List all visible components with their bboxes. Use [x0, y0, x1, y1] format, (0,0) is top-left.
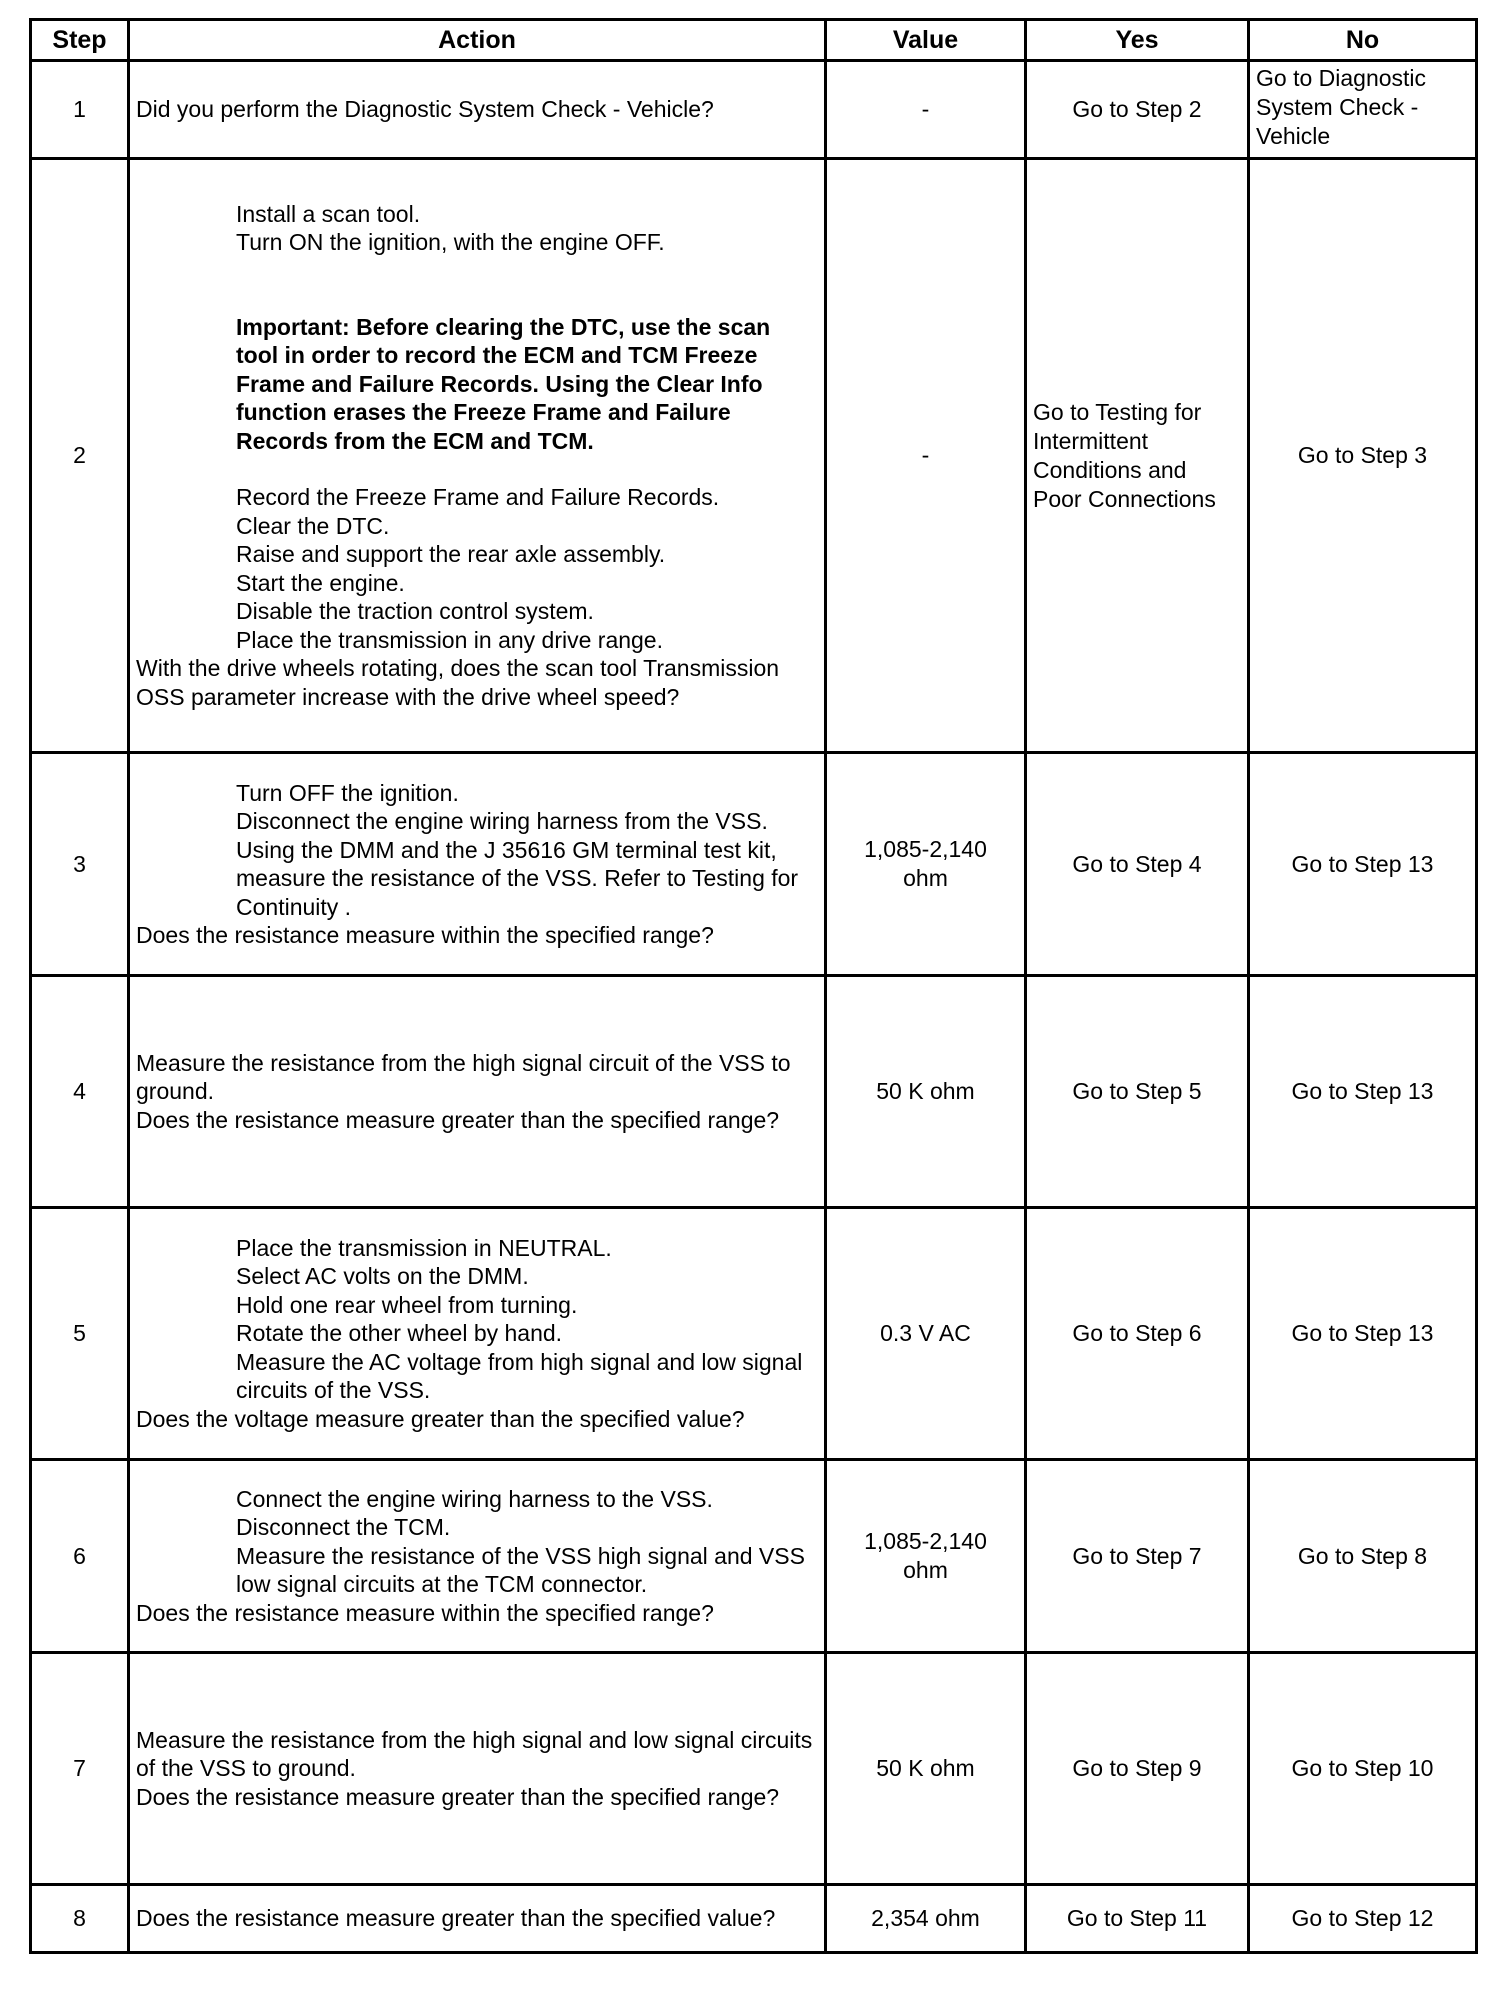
value-cell [826, 753, 1026, 976]
no-link[interactable]: Go to Diagnostic System Check - Vehicle [1256, 65, 1427, 149]
instruction-item: Record the Freeze Frame and Failure Records. [236, 484, 720, 511]
action-cell [129, 159, 826, 753]
instruction-item: Connect the engine wiring harness to the VSS. [236, 1485, 713, 1512]
instruction-item: Place the transmission in NEUTRAL. [236, 1234, 612, 1261]
header-row [31, 20, 1477, 61]
table-row [31, 753, 1477, 976]
value-cell: - [826, 61, 1026, 159]
instruction-list [136, 1485, 818, 1599]
no-cell [1249, 159, 1477, 753]
action-intro: Measure the resistance from the high signal circuit of the VSS to ground. [136, 1049, 791, 1105]
no-link[interactable]: Go to Step 8 [1297, 1542, 1428, 1569]
no-cell [1249, 61, 1477, 159]
instruction-item: Select AC volts on the DMM. [236, 1263, 529, 1290]
action-cell [129, 61, 826, 159]
important-note: Important: Before clearing the DTC, use the scan tool in order to record the ECM and TCM Freeze Frame and Failure Records. Using the Clear Info function erases the Freeze Frame and Failure Records from the ECM and TCM. [236, 313, 771, 454]
yes-cell [1026, 753, 1249, 976]
table-row [31, 1460, 1477, 1653]
no-link[interactable]: Go to Step 13 [1291, 850, 1434, 877]
yes-link[interactable]: Go to Step 2 [1072, 96, 1202, 122]
yes-cell [1026, 1208, 1249, 1460]
yes-cell [1026, 1460, 1249, 1653]
step-number: 1 [31, 61, 129, 159]
value-cell [826, 1460, 1026, 1653]
step-number: 3 [31, 753, 129, 976]
action-cell [129, 976, 826, 1208]
step-number: 4 [31, 976, 129, 1208]
action-question: Does the resistance measure within the specified range? [136, 922, 714, 948]
action-question: With the drive wheels rotating, does the scan tool Transmission OSS parameter increase with the drive wheel speed? [136, 655, 780, 710]
value-cell: - [826, 159, 1026, 753]
instruction-item: Clear the DTC. [236, 512, 390, 539]
instruction-item: Install a scan tool. [236, 200, 421, 227]
yes-cell [1026, 61, 1249, 159]
value-cell: 0.3 V AC [826, 1208, 1026, 1460]
action-question: Did you perform the Diagnostic System Check - Vehicle? [136, 96, 714, 123]
instruction-item: Place the transmission in any drive range. [236, 626, 663, 653]
instruction-item: Rotate the other wheel by hand. [236, 1320, 563, 1347]
instruction-item: Disconnect the engine wiring harness from the VSS. [236, 808, 768, 834]
yes-link[interactable]: Go to Step 4 [1072, 850, 1202, 877]
instruction-list [136, 1234, 818, 1405]
header-yes: Yes [1026, 20, 1249, 61]
value-cell: 2,354 ohm [826, 1885, 1026, 1953]
instruction-item: Raise and support the rear axle assembly. [236, 541, 666, 568]
diagnostic-table [29, 18, 1478, 1954]
yes-cell [1026, 159, 1249, 753]
action-question: Does the voltage measure greater than the specified value? [136, 1405, 745, 1432]
instruction-item: Turn ON the ignition, with the engine OFF. [236, 229, 665, 256]
step-number: 2 [31, 159, 129, 753]
no-link[interactable]: Go to Step 13 [1291, 1078, 1434, 1104]
no-cell [1249, 1885, 1477, 1953]
yes-cell [1026, 976, 1249, 1208]
yes-link[interactable]: Go to Step 11 [1066, 1905, 1208, 1931]
yes-link[interactable]: Go to Testing for Intermittent Conditions and Poor Connections [1033, 398, 1216, 512]
instruction-item: Measure the resistance of the VSS high signal and VSS low signal circuits at the TCM connector. [236, 1542, 805, 1598]
no-cell [1249, 753, 1477, 976]
no-cell [1249, 1653, 1477, 1885]
instruction-item: Turn OFF the ignition. [236, 779, 459, 806]
action-cell [129, 1653, 826, 1885]
no-link[interactable]: Go to Step 13 [1291, 1320, 1434, 1346]
action-cell [129, 753, 826, 976]
yes-link[interactable]: Go to Step 7 [1072, 1542, 1202, 1569]
step-number: 7 [31, 1653, 129, 1885]
header-no: No [1249, 20, 1477, 61]
header-value: Value [826, 20, 1026, 61]
yes-cell [1026, 1653, 1249, 1885]
table-row [31, 1885, 1477, 1953]
no-cell [1249, 1208, 1477, 1460]
instruction-item: Disable the traction control system. [236, 598, 594, 625]
action-question: Does the resistance measure greater than the specified range? [136, 1783, 780, 1810]
instruction-item: Measure the AC voltage from high signal and low signal circuits of the VSS. [236, 1348, 803, 1404]
action-cell [129, 1208, 826, 1460]
header-action: Action [129, 20, 826, 61]
step-number: 8 [31, 1885, 129, 1953]
action-intro: Measure the resistance from the high signal and low signal circuits of the VSS to ground. [136, 1726, 813, 1782]
yes-cell [1026, 1885, 1249, 1953]
value-text: 1,085-2,140 ohm [864, 836, 987, 891]
no-link[interactable]: Go to Step 12 [1291, 1905, 1434, 1931]
instruction-item: Start the engine. [236, 569, 405, 596]
step-number: 5 [31, 1208, 129, 1460]
no-link[interactable]: Go to Step 3 [1297, 442, 1428, 468]
instruction-item: Hold one rear wheel from turning. [236, 1291, 578, 1318]
table-row [31, 61, 1477, 159]
instruction-list [136, 779, 818, 922]
yes-link[interactable]: Go to Step 5 [1072, 1078, 1202, 1104]
value-text: 1,085-2,140 ohm [864, 1528, 987, 1583]
action-question: Does the resistance measure within the specified range? [136, 1599, 714, 1626]
instruction-item: Disconnect the TCM. [236, 1514, 451, 1541]
value-cell: 50 K ohm [826, 976, 1026, 1208]
table-row [31, 1208, 1477, 1460]
action-question: Does the resistance measure greater than the specified range? [136, 1106, 780, 1133]
no-cell [1249, 1460, 1477, 1653]
value-cell: 50 K ohm [826, 1653, 1026, 1885]
table-row [31, 976, 1477, 1208]
table-row [31, 1653, 1477, 1885]
header-step: Step [31, 20, 129, 61]
table-row [31, 159, 1477, 753]
action-cell [129, 1460, 826, 1653]
instruction-list [136, 200, 818, 655]
yes-link[interactable]: Go to Step 9 [1072, 1755, 1202, 1781]
no-cell [1249, 976, 1477, 1208]
action-question: Does the resistance measure greater than the specified value? [136, 1905, 776, 1932]
instruction-item: Using the DMM and the J 35616 GM terminal test kit, measure the resistance of the VSS. Refer to Testing for Continuity . [236, 836, 799, 920]
no-link[interactable]: Go to Step 10 [1291, 1755, 1434, 1781]
step-number: 6 [31, 1460, 129, 1653]
yes-link[interactable]: Go to Step 6 [1072, 1320, 1202, 1346]
action-cell [129, 1885, 826, 1953]
